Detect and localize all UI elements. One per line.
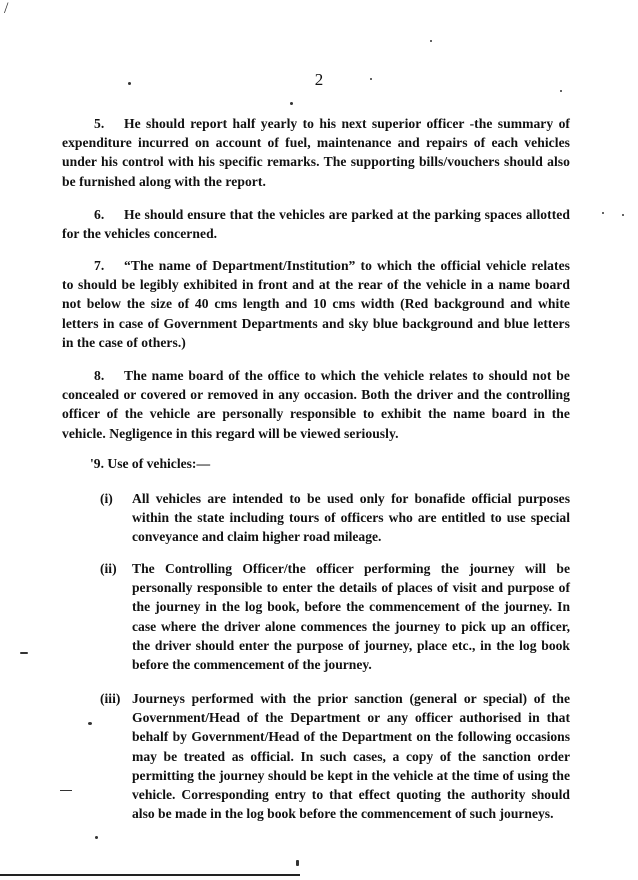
scan-speck xyxy=(60,790,72,791)
scan-speck xyxy=(95,836,98,839)
scan-speck xyxy=(602,212,604,214)
list-item-text: All vehicles are intended to be used only for bonafide official purposes within the state including tours of officers who are entitled to use special conveyance and claim higher road mileage. xyxy=(132,491,570,545)
list-item-i xyxy=(100,489,570,547)
paragraph-text: “The name of Department/Institution” to which the official vehicle relates to should be legibly exhibited in front and at the rear of the vehicle in a name board not below the size of 40 cms length and 10 cms width (Red background and white letters in case of Government Departments and sky blue background and blue letters in the case of others.) xyxy=(62,258,570,350)
scan-speck xyxy=(290,102,293,105)
paragraph-7 xyxy=(62,256,570,352)
paragraph-8 xyxy=(62,366,570,443)
paragraph-text: He should report half yearly to his next superior officer -the summary of expenditure incurred on account of fuel, maintenance and repairs of each vehicles under his control with his specific remarks. The supporting bills/vouchers should also be furnished along with the report. xyxy=(62,116,570,189)
paragraph-number: 6. xyxy=(94,207,105,222)
paragraph-number: 7. xyxy=(94,258,105,273)
list-item-number: (ii) xyxy=(100,561,117,576)
list-item-number: (i) xyxy=(100,491,113,506)
page-number: 2 xyxy=(314,70,324,89)
paragraph-number: 8. xyxy=(94,368,105,383)
paragraph-text: He should ensure that the vehicles are parked at the parking spaces allotted for the vehicles concerned. xyxy=(62,207,570,242)
paragraph-text: The name board of the office to which the vehicle relates to should not be concealed or covered or removed in any occasion. Both the driver and the controlling officer of the vehicle are personally responsible to exhibit the name board in the vehicle. Negligence in this regard will be viewed seriously. xyxy=(62,368,570,441)
scan-speck xyxy=(370,78,372,80)
list-item-iii xyxy=(100,689,570,823)
scan-speck xyxy=(88,722,92,725)
section-9-heading: '9. Use of vehicles:— xyxy=(90,456,211,471)
list-item-ii xyxy=(100,559,570,674)
list-item-text: The Controlling Officer/the officer performing the journey will be personally responsible to enter the details of places of visit and purpose of the journey in the log book, before the commencement of the journey. In case where the driver alone commences the journey to pick up an officer, the driver should enter the purpose of journey, place etc., in the log book before the commencement of the journey. xyxy=(132,561,570,673)
paragraph-5 xyxy=(62,114,570,191)
paragraph-number: 5. xyxy=(94,116,105,131)
scan-speck xyxy=(560,90,562,92)
list-item-text: Journeys performed with the prior sanction (general or special) of the Government/Head of the Department or any officer authorised in that behalf by Government/Head of the Department on the following occasions may be treated as official. In such cases, a copy of the sanction order permitting the journey should be kept in the vehicle at the time of using the vehicle. Corresponding entry to that effect quoting the authority should also be made in the log book before the commencement of such journeys. xyxy=(132,691,570,822)
scan-speck xyxy=(128,82,131,85)
corner-mark: / xyxy=(4,0,9,17)
paragraph-6 xyxy=(62,205,570,243)
scan-speck xyxy=(622,214,624,216)
scan-speck xyxy=(20,652,28,654)
scan-speck xyxy=(296,860,299,866)
bottom-rule xyxy=(0,874,300,876)
list-item-number: (iii) xyxy=(100,691,121,706)
scan-speck xyxy=(430,40,432,42)
